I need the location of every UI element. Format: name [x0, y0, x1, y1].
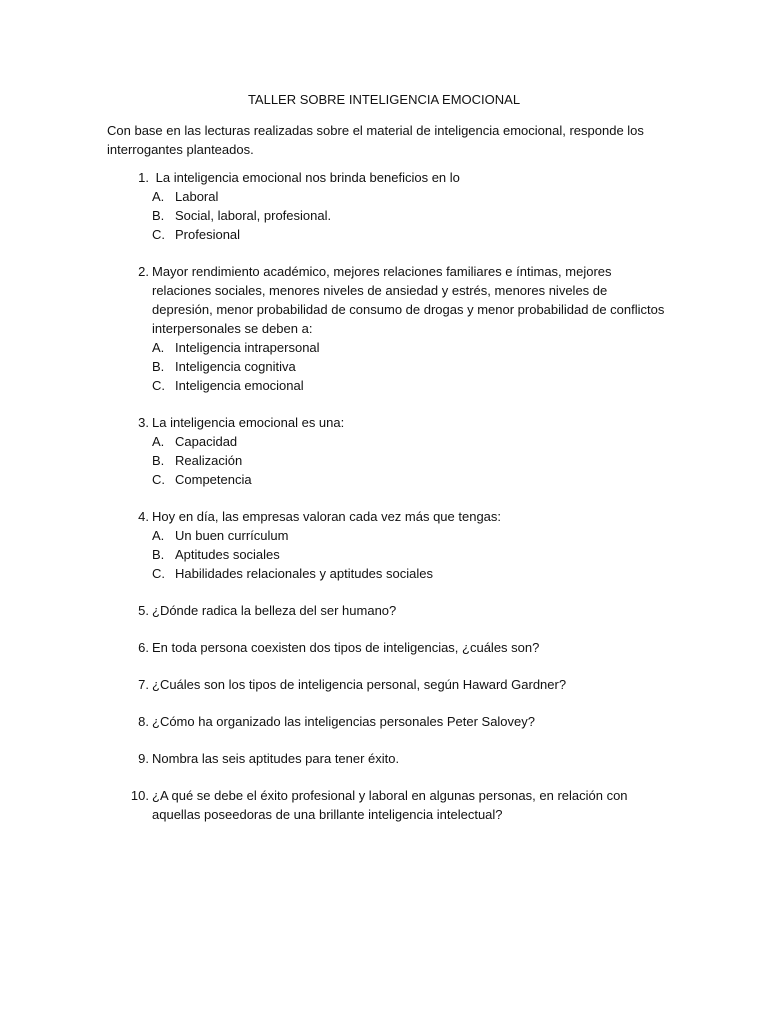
option-letter: C. — [152, 227, 165, 242]
option-letter: A. — [152, 340, 165, 355]
question-text: ¿Cómo ha organizado las inteligencias personales Peter Salovey? — [152, 714, 535, 729]
option-text: Profesional — [175, 227, 241, 242]
question-text: Hoy en día, las empresas valoran cada vez más que tengas: — [152, 509, 502, 524]
option-text: Habilidades relacionales y aptitudes sociales — [175, 566, 433, 581]
option-text: Inteligencia intrapersonal — [175, 340, 320, 355]
question-number: 9. — [138, 751, 149, 766]
question-item — [107, 675, 667, 694]
option-text: Competencia — [175, 472, 252, 487]
option-letter: C. — [152, 566, 165, 581]
answer-options — [107, 526, 667, 583]
question-item — [107, 168, 667, 244]
answer-option — [107, 451, 667, 470]
option-text: Un buen currículum — [175, 528, 289, 543]
question-text: La inteligencia emocional nos brinda beneficios en lo — [152, 170, 460, 185]
question-item — [107, 413, 667, 489]
question-item — [107, 712, 667, 731]
option-text: Laboral — [175, 189, 219, 204]
question-text: En toda persona coexisten dos tipos de inteligencias, ¿cuáles son? — [152, 640, 540, 655]
option-letter: A. — [152, 434, 165, 449]
option-letter: B. — [152, 208, 165, 223]
option-letter: A. — [152, 528, 165, 543]
question-text: ¿Cuáles son los tipos de inteligencia personal, según Haward Gardner? — [152, 677, 567, 692]
option-text: Capacidad — [175, 434, 238, 449]
option-letter: C. — [152, 472, 165, 487]
option-letter: B. — [152, 453, 165, 468]
answer-option — [107, 225, 667, 244]
question-text: Nombra las seis aptitudes para tener éxito. — [152, 751, 400, 766]
document-intro: Con base en las lecturas realizadas sobre el material de inteligencia emocional, responde los interrogantes planteados. — [107, 123, 644, 157]
question-number: 1. — [138, 170, 149, 185]
question-item — [107, 786, 667, 824]
answer-option — [107, 206, 667, 225]
question-number: 3. — [138, 415, 149, 430]
option-letter: A. — [152, 189, 165, 204]
answer-option — [107, 338, 667, 357]
answer-option — [107, 357, 667, 376]
option-text: Aptitudes sociales — [175, 547, 280, 562]
question-number: 7. — [138, 677, 149, 692]
question-number: 6. — [138, 640, 149, 655]
option-text: Social, laboral, profesional. — [175, 208, 332, 223]
question-text: ¿Dónde radica la belleza del ser humano? — [152, 603, 397, 618]
question-item — [107, 601, 667, 620]
answer-option — [107, 545, 667, 564]
answer-option — [107, 376, 667, 395]
question-number: 5. — [138, 603, 149, 618]
question-item — [107, 638, 667, 657]
option-letter: B. — [152, 547, 165, 562]
answer-option — [107, 564, 667, 583]
question-text: ¿A qué se debe el éxito profesional y laboral en algunas personas, en relación con aquellas poseedoras de una brillante inteligencia intelectual? — [152, 788, 632, 822]
question-number: 4. — [138, 509, 149, 524]
question-number: 10. — [130, 788, 149, 803]
answer-options — [107, 432, 667, 489]
question-text: Mayor rendimiento académico, mejores relaciones familiares e íntimas, mejores relaciones sociales, menores niveles de ansiedad y estrés, menores niveles de depresión, menor probabilidad de consumo de drogas y menor probabilidad de conflictos interpersonales se deben a: — [152, 264, 668, 336]
option-text: Realización — [175, 453, 243, 468]
question-list — [107, 168, 667, 842]
answer-option — [107, 432, 667, 451]
question-item — [107, 262, 667, 395]
document-title: TALLER SOBRE INTELIGENCIA EMOCIONAL — [247, 92, 521, 107]
option-text: Inteligencia emocional — [175, 378, 304, 393]
answer-option — [107, 526, 667, 545]
option-letter: C. — [152, 378, 165, 393]
option-letter: B. — [152, 359, 165, 374]
question-text: La inteligencia emocional es una: — [152, 415, 345, 430]
answer-options — [107, 338, 667, 395]
answer-options — [107, 187, 667, 244]
question-item — [107, 749, 667, 768]
option-text: Inteligencia cognitiva — [175, 359, 296, 374]
question-item — [107, 507, 667, 583]
question-number: 8. — [138, 714, 149, 729]
answer-option — [107, 470, 667, 489]
question-number: 2. — [138, 264, 149, 279]
answer-option — [107, 187, 667, 206]
